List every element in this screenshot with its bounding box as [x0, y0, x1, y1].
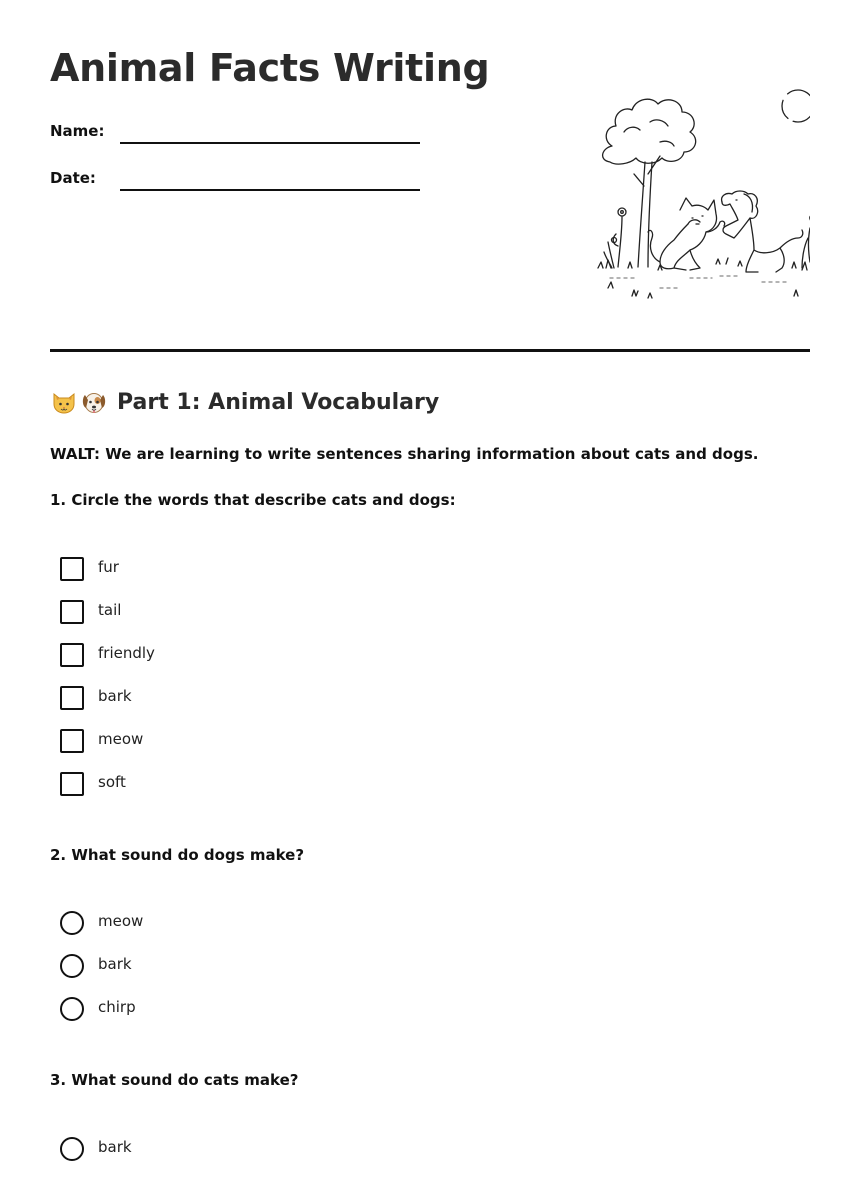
radio-button[interactable] [60, 997, 84, 1021]
tree-icon [603, 99, 696, 164]
sun-icon [782, 90, 810, 122]
option-label: soft [98, 773, 126, 791]
option-label: bark [98, 1138, 132, 1156]
worksheet-page [50, 0, 810, 1161]
section-divider [50, 349, 810, 352]
radio-button[interactable] [60, 954, 84, 978]
option-label: friendly [98, 644, 155, 662]
checkbox[interactable] [60, 643, 84, 667]
option-label: meow [98, 730, 144, 748]
walt-statement: WALT: We are learning to write sentences sharing information about cats and dogs. [50, 445, 759, 463]
checkbox[interactable] [60, 557, 84, 581]
date-label: Date: [50, 169, 96, 187]
question-3-prompt: 3. What sound do cats make? [50, 1071, 299, 1089]
option-label: meow [98, 912, 144, 930]
checkbox[interactable] [60, 772, 84, 796]
date-write-line[interactable] [120, 189, 420, 191]
question-1-prompt: 1. Circle the words that describe cats and dogs: [50, 491, 456, 509]
checkbox[interactable] [60, 729, 84, 753]
radio-button[interactable] [60, 1137, 84, 1161]
cat-face-icon [50, 388, 78, 416]
dog-icon [722, 191, 803, 272]
option-label: bark [98, 687, 132, 705]
cat-dog-illustration [540, 82, 810, 312]
worksheet-title: Animal Facts Writing [50, 46, 490, 90]
question-2-prompt: 2. What sound do dogs make? [50, 846, 305, 864]
option-label: tail [98, 601, 122, 619]
option-label: bark [98, 955, 132, 973]
section-heading [50, 388, 439, 416]
option-label: chirp [98, 998, 136, 1016]
name-label: Name: [50, 122, 105, 140]
section-heading-text: Part 1: Animal Vocabulary [117, 389, 440, 415]
checkbox[interactable] [60, 600, 84, 624]
radio-button[interactable] [60, 911, 84, 935]
dog-face-icon [80, 388, 108, 416]
option-label: fur [98, 558, 119, 576]
cat-icon [648, 198, 717, 270]
checkbox[interactable] [60, 686, 84, 710]
name-write-line[interactable] [120, 142, 420, 144]
